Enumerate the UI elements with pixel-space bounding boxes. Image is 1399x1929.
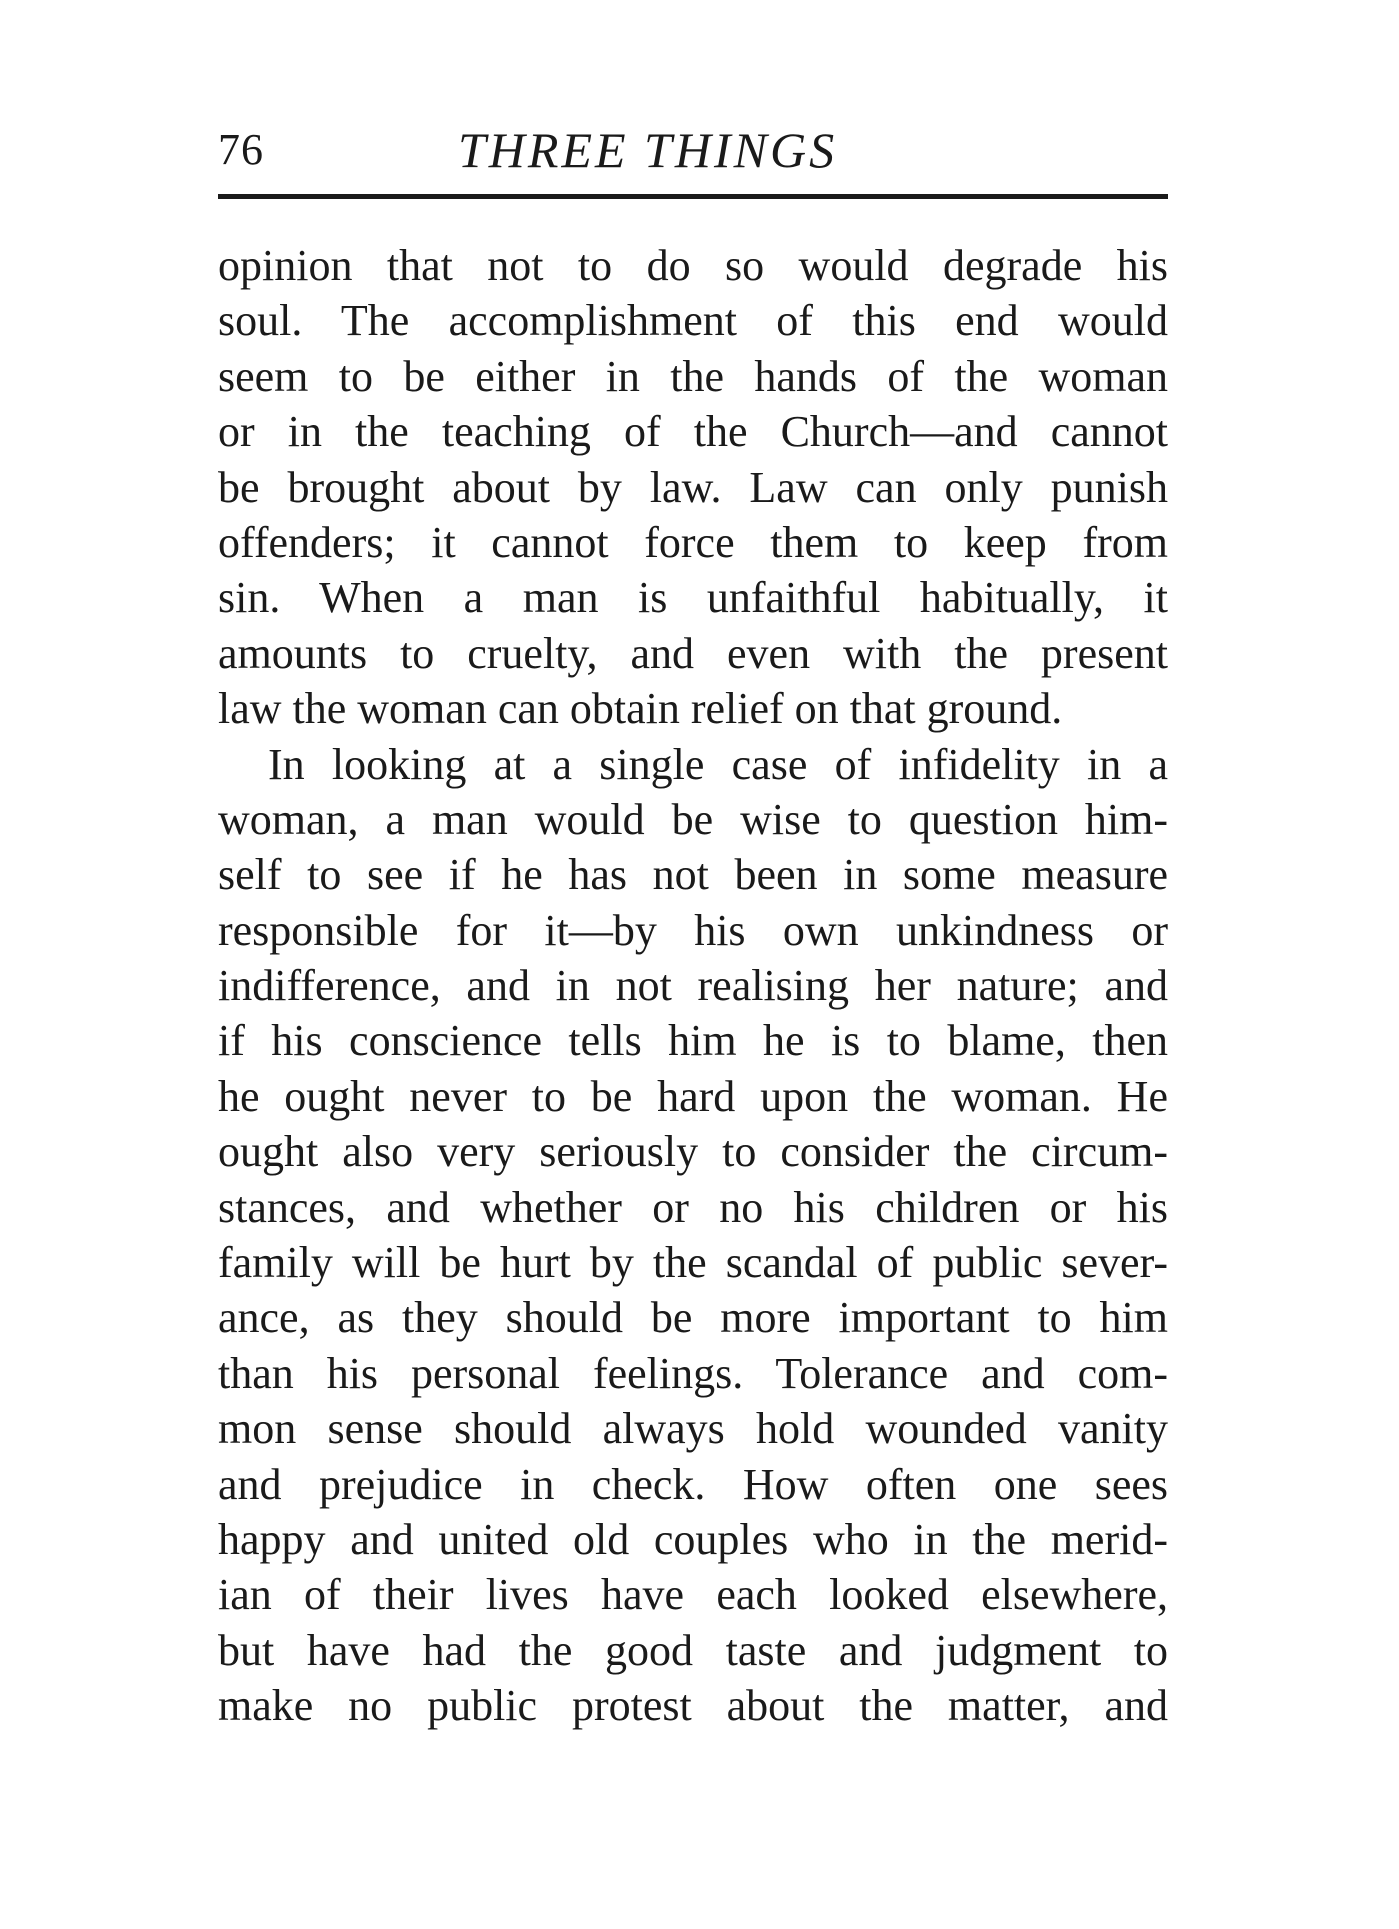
text-line: he ought never to be hard upon the woman. He xyxy=(218,1071,1168,1121)
paragraph-start-line: In looking at a single case of infidelity in a xyxy=(268,739,1168,789)
text-line: mon sense should always hold wounded vanity xyxy=(218,1404,1168,1454)
text-line: be brought about by law. Law can only punish xyxy=(218,462,1168,512)
text-line: amounts to cruelty, and even with the present xyxy=(218,628,1168,678)
text-line: if his conscience tells him he is to blame, then xyxy=(218,1016,1168,1066)
text-line: responsible for it—by his own unkindness or xyxy=(218,905,1168,955)
text-line: soul. The accomplishment of this end would xyxy=(218,296,1168,346)
body-text xyxy=(218,238,1168,1734)
running-title: THREE THINGS xyxy=(458,122,838,178)
text-line: woman, a man would be wise to question him- xyxy=(218,794,1168,844)
text-line: sin. When a man is unfaithful habitually, it xyxy=(218,573,1168,623)
text-line: ance, as they should be more important to him xyxy=(218,1293,1168,1343)
header-rule xyxy=(218,194,1168,199)
paragraph-end-line: law the woman can obtain relief on that ground. xyxy=(218,684,1063,734)
text-line: or in the teaching of the Church—and cannot xyxy=(218,407,1168,457)
text-line: self to see if he has not been in some measure xyxy=(218,850,1168,900)
text-line: ought also very seriously to consider the circum- xyxy=(218,1127,1168,1177)
running-head xyxy=(218,118,1168,188)
text-line: opinion that not to do so would degrade his xyxy=(218,241,1168,290)
text-line: offenders; it cannot force them to keep from xyxy=(218,517,1168,567)
text-line: family will be hurt by the scandal of public sever- xyxy=(218,1238,1168,1288)
text-line: seem to be either in the hands of the woman xyxy=(218,351,1168,401)
text-line: ian of their lives have each looked elsewhere, xyxy=(218,1570,1168,1620)
text-line: make no public protest about the matter, and xyxy=(218,1681,1168,1731)
text-line: stances, and whether or no his children or his xyxy=(218,1182,1168,1232)
text-line: than his personal feelings. Tolerance and com- xyxy=(218,1348,1168,1398)
text-line: happy and united old couples who in the merid- xyxy=(218,1514,1168,1564)
text-line: and prejudice in check. How often one sees xyxy=(218,1459,1168,1509)
text-line: but have had the good taste and judgment to xyxy=(218,1625,1168,1675)
page-number: 76 xyxy=(218,125,264,174)
text-line: indifference, and in not realising her nature; and xyxy=(218,961,1168,1011)
